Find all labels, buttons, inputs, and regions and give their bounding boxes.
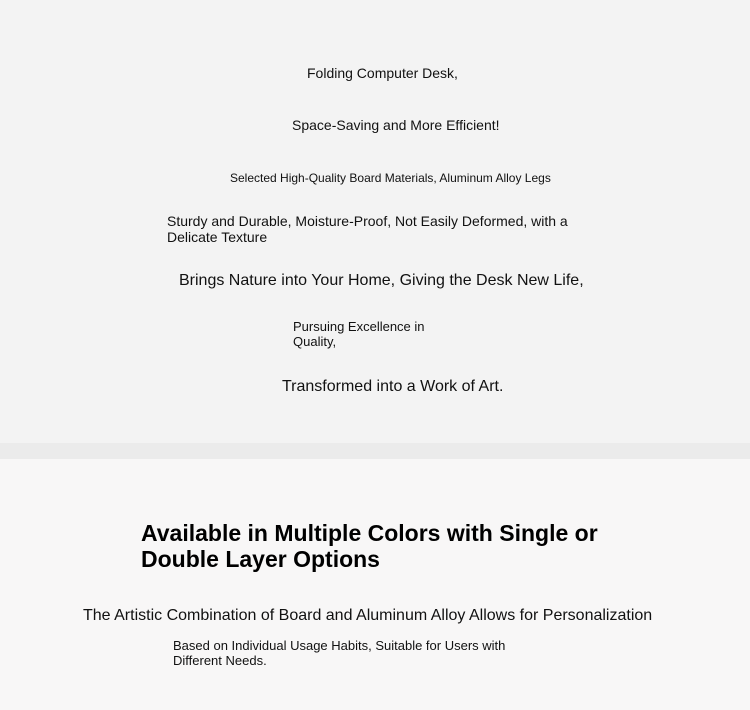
tagline-folding-desk: Folding Computer Desk, [307,65,458,81]
tagline-materials: Selected High-Quality Board Materials, Aluminum Alloy Legs [230,171,551,185]
tagline-brings-nature: Brings Nature into Your Home, Giving the Desk New Life, [179,272,584,289]
section-divider [0,443,750,459]
section-heading: Available in Multiple Colors with Single or Double Layer Options [141,520,598,572]
section-subheading: The Artistic Combination of Board and Aluminum Alloy Allows for Personalization [83,607,653,624]
tagline-pursuing-excellence: Pursuing Excellence in Quality, [293,319,425,349]
bottom-text-section [0,459,750,710]
tagline-work-of-art: Transformed into a Work of Art. [282,378,504,395]
tagline-sturdy-durable: Sturdy and Durable, Moisture-Proof, Not Easily Deformed, with a Delicate Texture [167,213,568,245]
tagline-space-saving: Space-Saving and More Efficient! [292,117,500,133]
section-body-text: Based on Individual Usage Habits, Suitable for Users with Different Needs. [173,638,506,668]
